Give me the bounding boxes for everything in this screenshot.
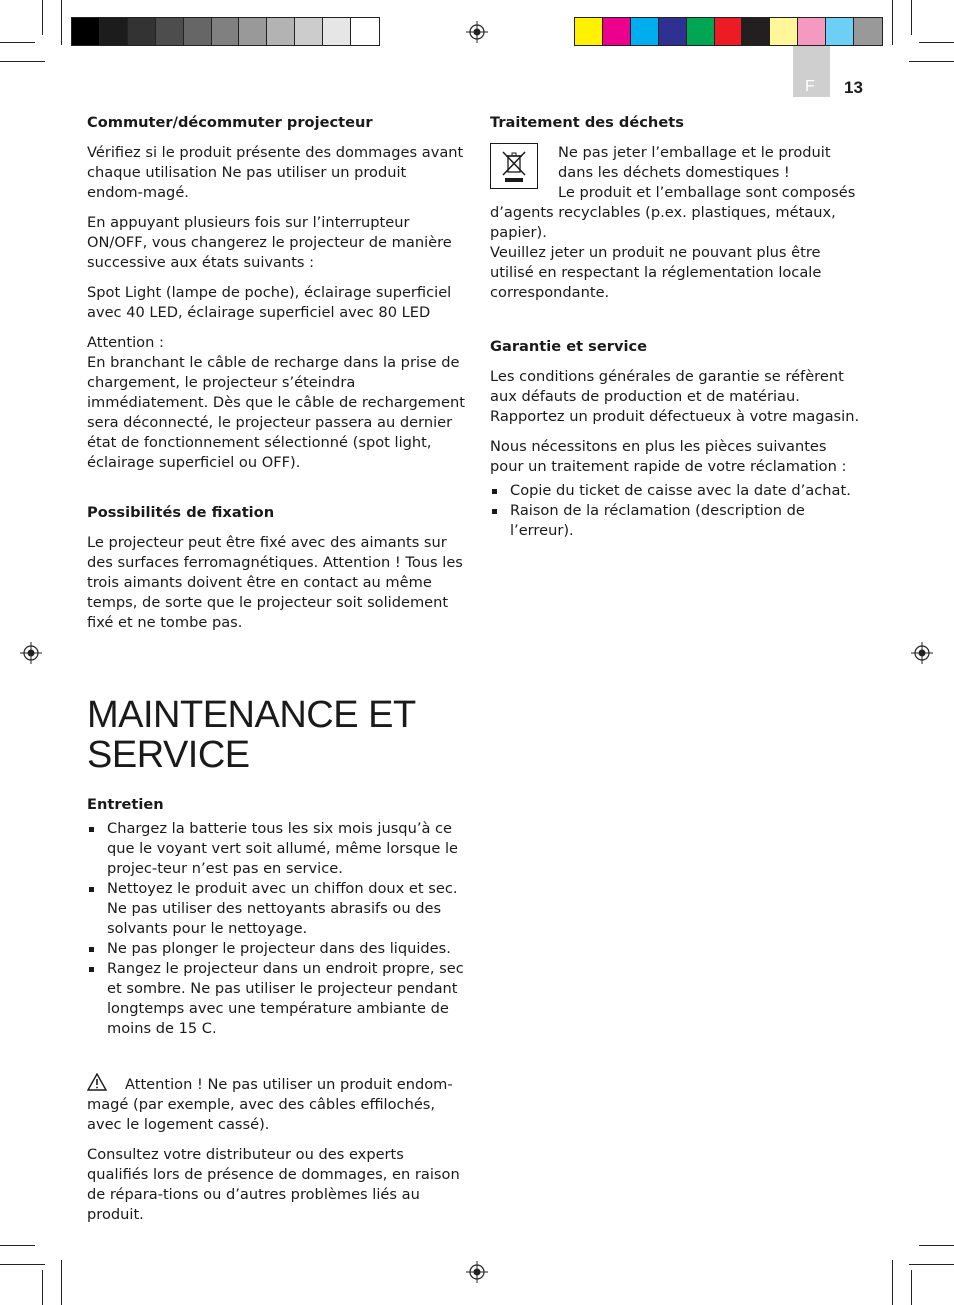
color-swatch [854, 18, 882, 45]
color-swatch [603, 18, 631, 45]
warranty-list [490, 481, 864, 541]
chapter-title [87, 695, 465, 775]
crop-mark [0, 42, 35, 43]
section-heading-mounting: Possibilités de fixation [87, 504, 275, 521]
warning-triangle-icon [87, 1073, 107, 1091]
chapter-title-line: MAINTENANCE ET [87, 694, 416, 736]
section-heading-switching: Commuter/décommuter projecteur [87, 114, 373, 131]
color-swatch [798, 18, 826, 45]
color-swatch [742, 18, 770, 45]
paragraph [490, 367, 864, 427]
color-swatch [323, 18, 351, 45]
color-swatch [212, 18, 240, 45]
paragraph: En appuyant plusieurs fois sur l’interrupteur ON/OFF, vous changerez le projecteur de manière successive aux états suivants : [87, 214, 452, 271]
list-item: Ne pas plonger le projecteur dans des liquides. [87, 939, 465, 959]
paragraph [490, 143, 864, 303]
color-swatch [687, 18, 715, 45]
list-item: Rangez le projecteur dans un endroit propre, sec et sombre. Ne pas utiliser le projecteur pendant longtemps avec une température ambiante de moins de 15 C. [87, 959, 465, 1039]
disposal-block [490, 143, 864, 303]
disposal-text: Le produit et l’emballage sont composés d’agents recyclables (p.ex. plastiques, métaux, papier). [490, 184, 856, 241]
color-swatch [826, 18, 854, 45]
maintenance-list [87, 819, 465, 1039]
section-heading-maintenance: Entretien [87, 796, 164, 813]
paragraph: Nous nécessitons en plus les pièces suivantes pour un traitement rapide de votre réclamation : [490, 438, 847, 475]
crop-mark [911, 0, 912, 35]
attention-text: En branchant le câble de recharge dans la prise de chargement, le projecteur s’éteindra immédiatement. Dès que le câble de rechargement sera déconnecté, le projecteur passera au dernier état de fonctionnement sélectionné (spot light, éclairage superficiel ou OFF). [87, 354, 465, 471]
crop-mark [892, 0, 893, 45]
color-swatch [72, 18, 100, 45]
warning-paragraph [87, 1073, 465, 1135]
paragraph: Vérifiez si le produit présente des dommages avant chaque utilisation Ne pas utiliser un produit endom-magé. [87, 144, 464, 201]
list-item: Nettoyez le produit avec un chiffon doux et sec. Ne pas utiliser des nettoyants abrasifs ou des solvants pour le nettoyage. [87, 879, 465, 939]
warranty-text: Rapportez un produit défectueux à votre magasin. [490, 408, 860, 425]
section-heading-disposal: Traitement des déchets [490, 114, 684, 131]
color-swatch [715, 18, 743, 45]
warranty-text: Les conditions générales de garantie se réfèrent aux défauts de production et de matériau. [490, 368, 844, 405]
color-swatch [575, 18, 603, 45]
warning-text: Attention ! Ne pas utiliser un produit endom-magé (par exemple, avec des câbles effilochés, avec le logement cassé). [87, 1076, 453, 1133]
disposal-text: Veuillez jeter un produit ne pouvant plus être utilisé en respectant la réglementation locale correspondante. [490, 244, 822, 301]
crossed-bin-icon [490, 143, 538, 189]
crop-mark [61, 0, 62, 45]
color-calibration-bar [574, 17, 883, 46]
section-tab [793, 46, 830, 97]
list-item: Chargez la batterie tous les six mois jusqu’à ce que le voyant vert soit allumé, même lorsque le projec-teur n’est pas en service. [87, 819, 465, 879]
color-swatch [128, 18, 156, 45]
registration-mark-icon [911, 642, 933, 664]
crop-mark [0, 61, 45, 62]
crop-mark [42, 0, 43, 35]
disposal-text: Ne pas jeter l’emballage et le produit dans les déchets domestiques ! [558, 144, 831, 181]
attention-note [87, 333, 465, 473]
crop-mark [909, 61, 954, 62]
color-swatch [351, 18, 379, 45]
color-swatch [659, 18, 687, 45]
color-swatch [239, 18, 267, 45]
color-swatch [267, 18, 295, 45]
color-swatch [184, 18, 212, 45]
registration-mark-icon [20, 642, 42, 664]
page-number: 13 [844, 78, 863, 97]
color-swatch [295, 18, 323, 45]
list-item: Raison de la réclamation (description de l’erreur). [490, 501, 864, 541]
color-swatch [631, 18, 659, 45]
color-swatch [156, 18, 184, 45]
crop-mark [0, 1264, 45, 1265]
left-column [87, 113, 465, 1235]
right-column [490, 113, 864, 551]
paragraph: Le projecteur peut être fixé avec des aimants sur des surfaces ferromagnétiques. Attention ! Tous les trois aimants doivent être en contact au même temps, de sorte que le projecteur soit solidement fixé et ne tombe pas. [87, 534, 463, 631]
crop-mark [0, 1245, 35, 1246]
crop-mark [61, 1260, 62, 1305]
color-swatch [770, 18, 798, 45]
crop-mark [919, 1245, 954, 1246]
chapter-title-line: SERVICE [87, 734, 250, 776]
section-heading-warranty: Garantie et service [490, 338, 648, 355]
grayscale-calibration-bar [71, 17, 380, 46]
list-item: Copie du ticket de caisse avec la date d’achat. [490, 481, 864, 501]
crop-mark [911, 1270, 912, 1305]
crop-mark [42, 1270, 43, 1305]
registration-mark-icon [466, 21, 488, 43]
paragraph: Consultez votre distributeur ou des experts qualifiés lors de présence de dommages, en raison de répara-tions ou d’autres problèmes liés au produit. [87, 1146, 460, 1223]
crop-mark [892, 1260, 893, 1305]
crop-mark [909, 1264, 954, 1265]
color-swatch [100, 18, 128, 45]
registration-mark-icon [466, 1261, 488, 1283]
crop-mark [919, 42, 954, 43]
paragraph: Spot Light (lampe de poche), éclairage superficiel avec 40 LED, éclairage superficiel avec 80 LED [87, 284, 452, 321]
section-tab-label: F [805, 78, 815, 95]
attention-label: Attention : [87, 334, 164, 351]
